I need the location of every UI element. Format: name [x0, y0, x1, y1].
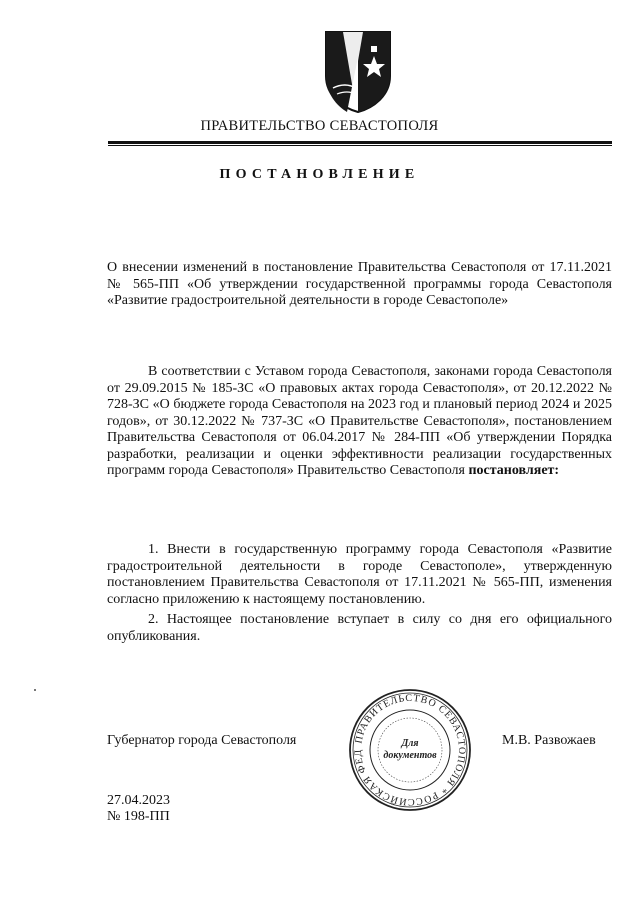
signatory-name: М.В. Развожаев	[502, 733, 596, 748]
document-type: ПОСТАНОВЛЕНИЕ	[219, 167, 420, 182]
decree-footer	[107, 793, 170, 825]
decree-subject: О внесении изменений в постановление Правительства Севастополя от 17.11.2021 № 565-ПП «Об утверждении государственной программы города Севастополя «Развитие градостроительной деятельности в городе Севастополе»	[107, 260, 612, 308]
header-rule-thick	[108, 141, 612, 144]
seal-center-line-2: документов	[383, 750, 437, 761]
org-name: ПРАВИТЕЛЬСТВО СЕВАСТОПОЛЯ	[200, 118, 439, 134]
header-rule-thin	[108, 145, 612, 146]
preamble-emphasis: постановляет:	[468, 463, 560, 478]
decree-item-2: 2. Настоящее постановление вступает в силу со дня его официального опубликования.	[107, 612, 612, 644]
scan-speck	[34, 689, 36, 691]
seal-center-line-1: Для	[401, 738, 419, 749]
decree-item-1: 1. Внести в государственную программу города Севастополя «Развитие градостроительной деятельности в городе Севастополе», утвержденную постановлением Правительства Севастополя от 17.11.2021 № 565-ПП, изменения согласно приложению к настоящему постановлению.	[107, 542, 612, 607]
preamble	[107, 364, 612, 480]
preamble-text: В соответствии с Уставом города Севастополя, законами города Севастополя от 29.09.2015 № 185-ЗС «О правовых актах города Севастополя», от 20.12.2022 № 728-ЗС «О бюджете города Севастополя на 2023 год и плановый период 2024 и 2025 годов», от 30.12.2022 № 737-ЗС «О Правительстве Севастополя», постановлением Правительства Севастополя от 06.04.2017 № 284-ПП «Об утверждении Порядка разработки, реализации и оценки эффективности реализации государственных программ города Севастополя» Правительство Севастополя	[107, 364, 612, 478]
signatory-title: Губернатор города Севастополя	[107, 733, 297, 748]
official-seal-icon	[346, 686, 474, 814]
coat-of-arms-icon	[323, 30, 393, 114]
seal-outer-text: ПРАВИТЕЛЬСТВО СЕВАСТОПОЛЯ * РОССИЙСКАЯ ФЕД	[352, 692, 468, 808]
decree-number: № 198-ПП	[107, 809, 170, 824]
decree-date: 27.04.2023	[107, 793, 170, 808]
